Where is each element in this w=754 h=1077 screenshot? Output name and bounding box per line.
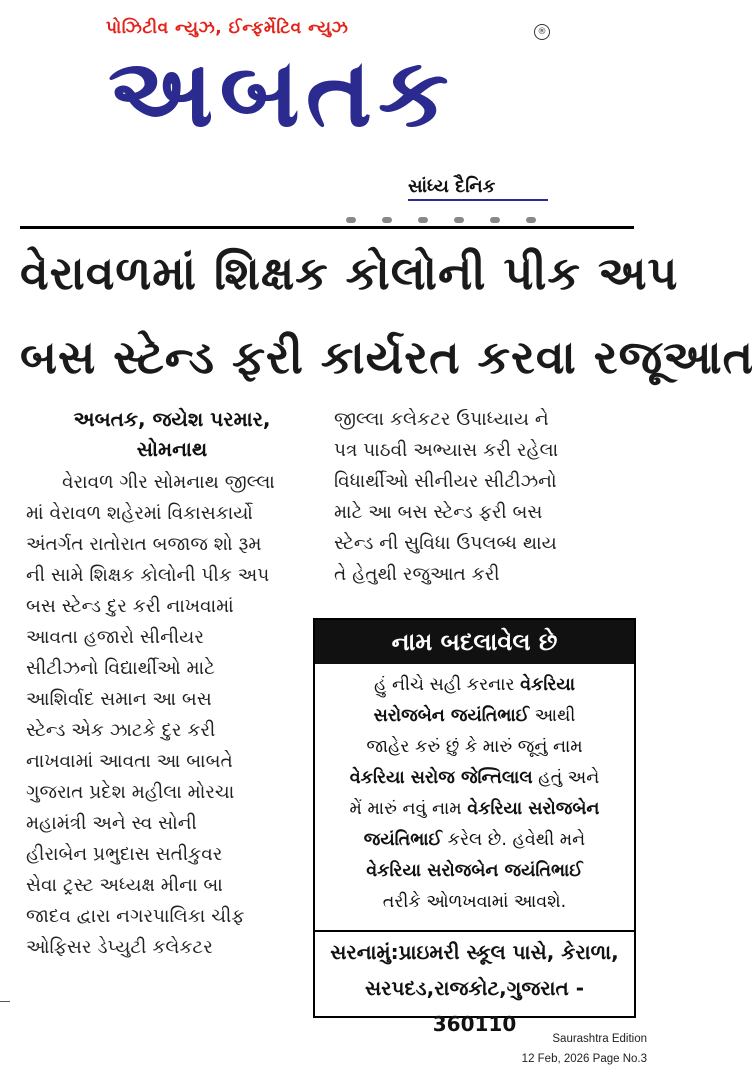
article-line: અંતર્ગત રાતોરાત બજાજ શો રૂમ: [26, 534, 262, 555]
byline: [26, 404, 318, 464]
article-line: આશિર્વાદ સમાન આ બસ: [26, 689, 212, 710]
article-line: નાખવામાં આવતા આ બાબતે: [26, 751, 233, 772]
newspaper-logo: અબતક: [108, 36, 455, 149]
article-right-column: [334, 404, 634, 590]
notice-bold: વેકરિયા સરોજબેન: [467, 799, 600, 819]
address-line: સરપદડ,રાજકોટ,ગુજરાત - 360110: [364, 976, 585, 1036]
byline-place: સોમનાથ: [136, 437, 208, 461]
notice-text: કરેલ છે. હવેથી મને: [442, 830, 586, 850]
article-line: સ્ટેન્ડ ની સુવિધા ઉપલબ્ધ થાય: [334, 533, 557, 554]
notice-title: નામ બદલાવેલ છે: [315, 620, 634, 664]
cropped-text-fragment: [346, 208, 606, 222]
article-line: હીરાબેન પ્રભુદાસ સતીકુવર: [26, 844, 223, 865]
notice-text: મેં મારું નવું નામ: [349, 799, 468, 819]
address-line: સરનામું:પ્રાઇમરી સ્કૂલ પાસે, કેરાળા,: [330, 940, 619, 964]
article-line: બસ સ્ટેન્ડ દુર કરી નાખવામાં: [26, 596, 234, 617]
byline-author: અબતક, જયેશ પરમાર,: [73, 407, 271, 431]
article-line: સ્ટેન્ડ એક ઝાટકે દુર કરી: [26, 720, 216, 741]
name-change-notice: [313, 618, 636, 1036]
article-line: પત્ર પાઠવી અભ્યાસ કરી રહેલા: [334, 440, 559, 461]
article-left-column: [26, 467, 318, 963]
edition-label: Saurashtra Edition: [552, 1033, 647, 1045]
tagline: પોઝિટીવ ન્યુઝ, ઈન્ફર્મેટિવ ન્યુઝ: [106, 18, 349, 38]
article-line: તે હેતુથી રજુઆત કરી: [334, 564, 500, 585]
article-line: જાદવ દ્વારા નગરપાલિકા ચીફ: [26, 906, 245, 927]
notice-address: [321, 934, 628, 1042]
notice-bold: સરોજબેન જયંતિભાઈ: [373, 706, 530, 726]
crop-mark: [0, 1001, 10, 1002]
headline-line-2: બસ સ્ટેન્ડ ફરી કાર્યરત કરવા રજૂઆત: [20, 330, 754, 384]
article-line: ઓફિસર ડેપ્યુટી કલેકટર: [26, 937, 213, 958]
notice-bold: જયંતિભાઈ: [363, 830, 443, 850]
date-page-label: 12 Feb, 2026 Page No.3: [521, 1053, 647, 1065]
notice-text: જાહેર કરું છું કે મારું જૂનું નામ: [366, 737, 583, 757]
notice-bold: વેકરિયા સરોજબેન જયંતિભાઈ: [366, 861, 583, 881]
article-line: ની સામે શિક્ષક કોલોની પીક અપ: [26, 565, 270, 586]
article-line: સેવા ટ્રસ્ટ અધ્યક્ષ મીના બા: [26, 875, 223, 896]
article-line: આવતા હજારો સીનીયર: [26, 627, 204, 648]
headline-line-1: વેરાવળમાં શિક્ષક કોલોની પીક અપ: [20, 246, 679, 300]
subtitle-underline: [408, 199, 548, 201]
article-line: માં વેરાવળ શહેરમાં વિકાસકાર્યો: [26, 503, 253, 524]
notice-text: હતું અને: [532, 768, 600, 788]
article-line: ગુજરાત પ્રદેશ મહીલા મોરચા: [26, 782, 235, 803]
article-line: જીલ્લા કલેકટર ઉપાધ્યાય ને: [334, 409, 549, 430]
article-line: વિધાર્થીઓ સીનીયર સીટીઝનો: [334, 471, 557, 492]
registered-mark: ®: [534, 24, 550, 40]
notice-bold: વેકરિયા સરોજ જેન્તિલાલ: [349, 768, 533, 788]
top-rule: [20, 226, 634, 229]
article-line: વેરાવળ ગીર સોમનાથ જીલ્લા: [62, 472, 275, 493]
notice-text: આથી: [529, 706, 576, 726]
notice-text: તરીકે ઓળખવામાં આવશે.: [382, 892, 567, 912]
article-line: માટે આ બસ સ્ટેન્ડ ફરી બસ: [334, 502, 543, 523]
notice-bold: વેકરિયા: [520, 675, 576, 695]
masthead-subtitle: સાંધ્ય દૈનિક: [408, 176, 496, 197]
article-line: સીટીઝનો વિદ્યાર્થીઓ માટે: [26, 658, 215, 679]
notice-divider: [315, 930, 634, 932]
article-line: મહામંત્રી અને સ્વ સોની: [26, 813, 197, 834]
notice-text: હું નીચે સહી કરનાર: [373, 675, 521, 695]
notice-body: [315, 664, 634, 918]
